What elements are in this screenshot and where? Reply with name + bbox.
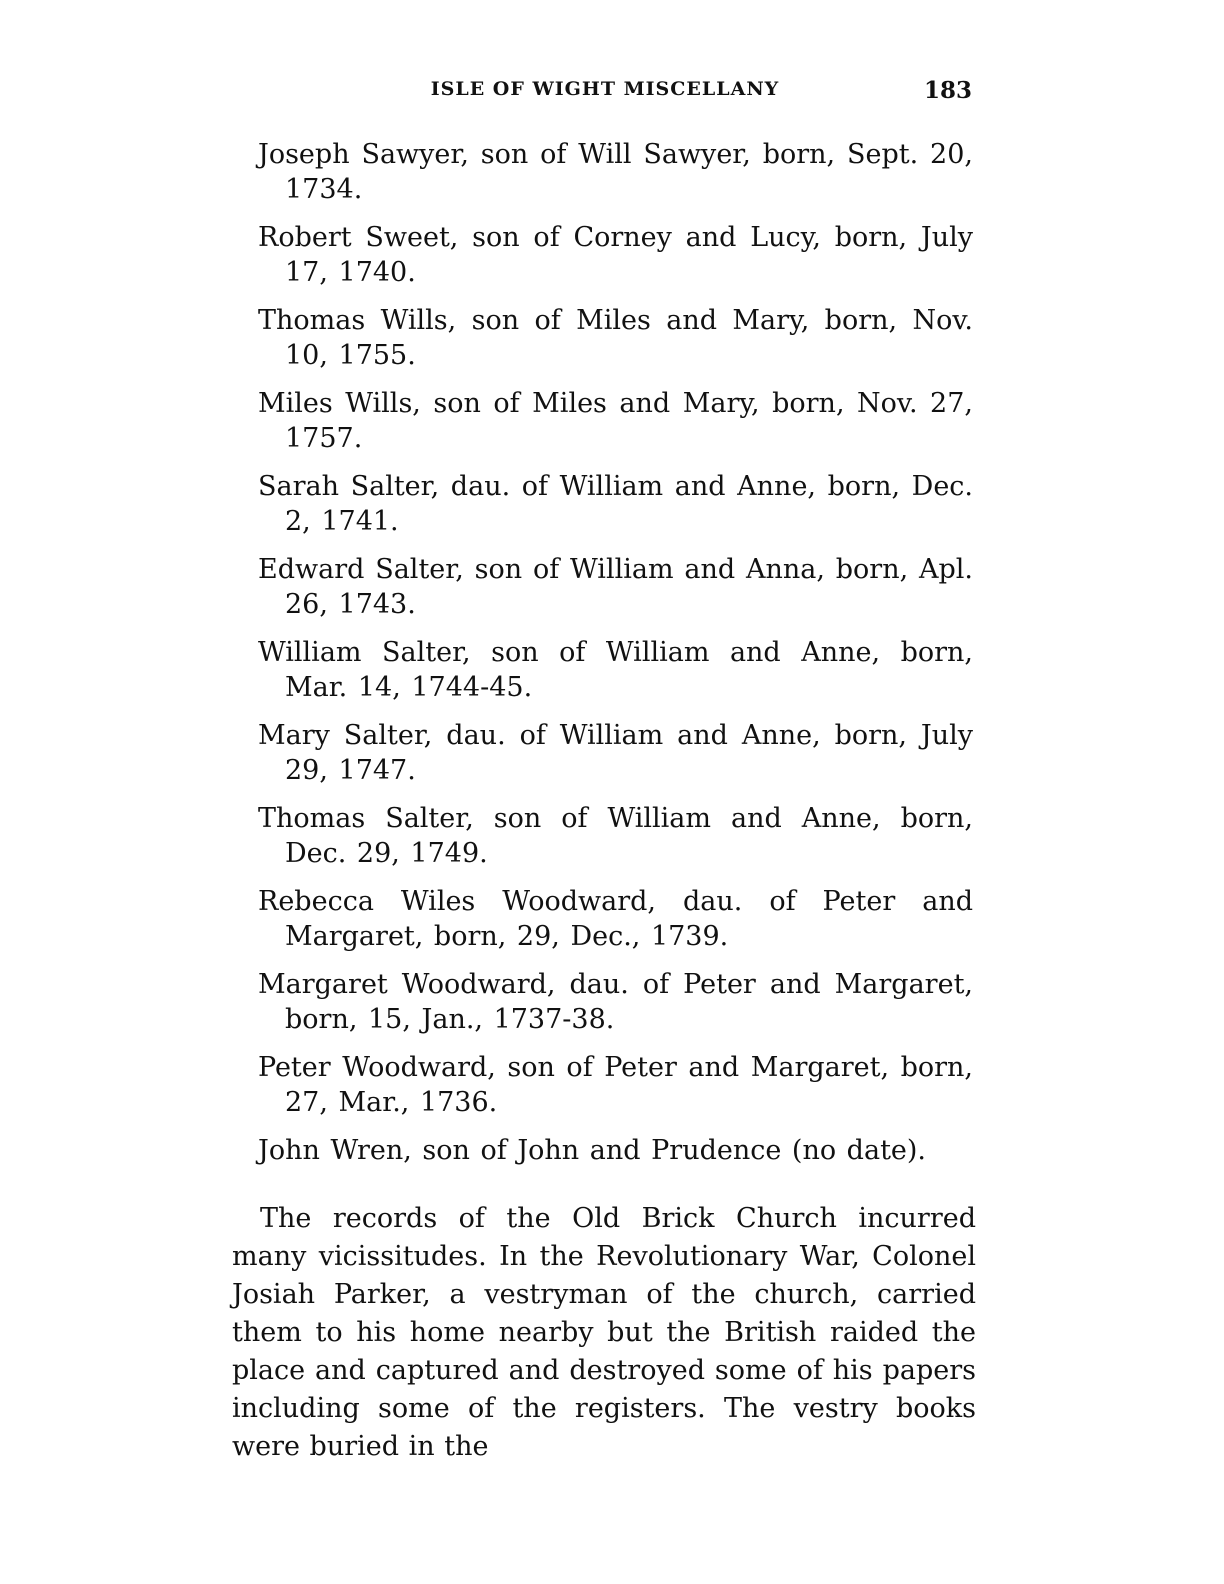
birth-record-entry: John Wren, son of John and Prudence (no date). bbox=[258, 1135, 927, 1166]
birth-record-entry: Thomas Salter, son of William and Anne, born, Dec. 29, 1749. bbox=[258, 803, 973, 869]
birth-record-entry: Peter Woodward, son of Peter and Margaret, born, 27, Mar., 1736. bbox=[258, 1052, 973, 1118]
birth-record-entry: Joseph Sawyer, son of Will Sawyer, born, Sept. 20, 1734. bbox=[258, 139, 973, 205]
body-paragraph: The records of the Old Brick Church incurred many vicissitudes. In the Revolutionary War, Colonel Josiah Parker, a vestryman of the church, carried them to his home nearby but the British raided the place and captured and destroyed some of his papers including some of the registers. The vestry books were buried in the bbox=[232, 1203, 976, 1462]
birth-record-entry: Thomas Wills, son of Miles and Mary, born, Nov. 10, 1755. bbox=[258, 305, 973, 371]
running-title: ISLE OF WIGHT MISCELLANY bbox=[430, 78, 780, 100]
birth-record-entry: Robert Sweet, son of Corney and Lucy, born, July 17, 1740. bbox=[258, 222, 973, 288]
birth-record-entry: Rebecca Wiles Woodward, dau. of Peter and Margaret, born, 29, Dec., 1739. bbox=[258, 886, 973, 952]
birth-record-entry: Miles Wills, son of Miles and Mary, born, Nov. 27, 1757. bbox=[258, 388, 973, 454]
page-number: 183 bbox=[923, 77, 972, 104]
birth-record-entry: Edward Salter, son of William and Anna, born, Apl. 26, 1743. bbox=[258, 554, 973, 620]
birth-record-entry: Mary Salter, dau. of William and Anne, born, July 29, 1747. bbox=[258, 720, 973, 786]
birth-record-entry: William Salter, son of William and Anne, born, Mar. 14, 1744-45. bbox=[258, 637, 973, 703]
birth-record-entry: Margaret Woodward, dau. of Peter and Margaret, born, 15, Jan., 1737-38. bbox=[258, 969, 973, 1035]
birth-record-entry: Sarah Salter, dau. of William and Anne, born, Dec. 2, 1741. bbox=[258, 471, 973, 537]
running-header bbox=[232, 78, 978, 108]
birth-record-list bbox=[258, 137, 973, 1181]
